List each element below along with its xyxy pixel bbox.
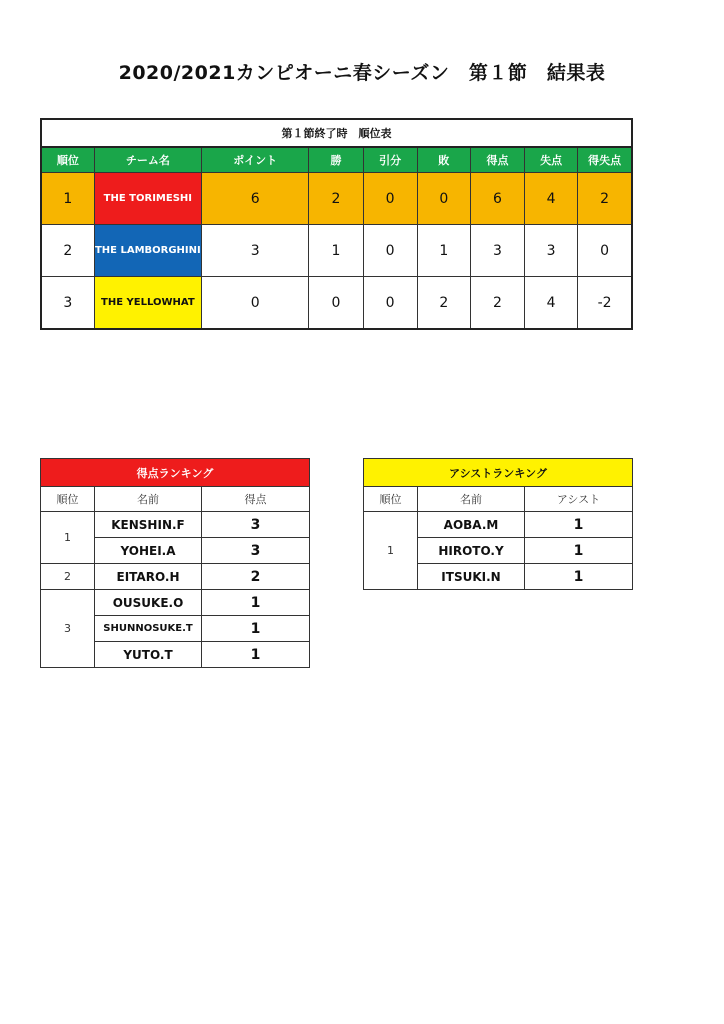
scorers-ranking-title: 得点ランキング: [41, 459, 310, 487]
assists-header-row: [364, 487, 633, 512]
table-row: [41, 225, 632, 277]
losses-cell: 2: [417, 277, 470, 330]
assists-cell: 1: [525, 538, 633, 564]
player-name-cell: AOBA.M: [418, 512, 525, 538]
col-header-goals: 得点: [202, 487, 310, 512]
col-header-wins: 勝: [309, 147, 363, 173]
table-row: [364, 512, 633, 538]
goal-diff-cell: 0: [578, 225, 632, 277]
col-header-losses: 敗: [417, 147, 470, 173]
points-cell: 3: [202, 225, 309, 277]
wins-cell: 2: [309, 173, 363, 225]
draws-cell: 0: [363, 277, 417, 330]
col-header-draws: 引分: [363, 147, 417, 173]
losses-cell: 0: [417, 173, 470, 225]
goals-cell: 2: [202, 564, 310, 590]
col-header-rank: 順位: [41, 487, 95, 512]
standings-table: [40, 118, 633, 330]
player-name-cell: HIROTO.Y: [418, 538, 525, 564]
goals-cell: 1: [202, 616, 310, 642]
goals-cell: 1: [202, 590, 310, 616]
page-title: 2020/2021カンピオーニ春シーズン 第１節 結果表: [118, 62, 606, 84]
rank-cell: 3: [41, 590, 95, 668]
losses-cell: 1: [417, 225, 470, 277]
col-header-goal-diff: 得失点: [578, 147, 632, 173]
rank-cell: 2: [41, 564, 95, 590]
rank-cell: 1: [364, 512, 418, 590]
team-name-cell: THE LAMBORGHINI: [94, 225, 201, 277]
assists-ranking-table: [363, 458, 633, 590]
goals-cell: 3: [202, 538, 310, 564]
goals-against-cell: 4: [525, 277, 578, 330]
draws-cell: 0: [363, 225, 417, 277]
player-name-cell: EITARO.H: [95, 564, 202, 590]
goals-against-cell: 4: [525, 173, 578, 225]
team-name-cell: THE YELLOWHAT: [94, 277, 201, 330]
goals-for-cell: 3: [470, 225, 524, 277]
rank-cell: 1: [41, 173, 94, 225]
goal-diff-cell: -2: [578, 277, 632, 330]
col-header-goals-for: 得点: [470, 147, 524, 173]
col-header-points: ポイント: [202, 147, 309, 173]
goals-for-cell: 6: [470, 173, 524, 225]
col-header-team: チーム名: [94, 147, 201, 173]
rank-cell: 1: [41, 512, 95, 564]
col-header-rank: 順位: [41, 147, 94, 173]
team-name-cell: THE TORIMESHI: [94, 173, 201, 225]
player-name-cell: OUSUKE.O: [95, 590, 202, 616]
table-row: [41, 512, 310, 538]
player-name-cell: ITSUKI.N: [418, 564, 525, 590]
player-name-cell: KENSHIN.F: [95, 512, 202, 538]
col-header-name: 名前: [95, 487, 202, 512]
standings-header-row: [41, 147, 632, 173]
assists-cell: 1: [525, 512, 633, 538]
goals-cell: 3: [202, 512, 310, 538]
col-header-goals-against: 失点: [525, 147, 578, 173]
table-row: [41, 564, 310, 590]
goals-cell: 1: [202, 642, 310, 668]
standings-caption: 第１節終了時 順位表: [41, 119, 632, 147]
player-name-cell: YOHEI.A: [95, 538, 202, 564]
goal-diff-cell: 2: [578, 173, 632, 225]
col-header-rank: 順位: [364, 487, 418, 512]
points-cell: 0: [202, 277, 309, 330]
assists-cell: 1: [525, 564, 633, 590]
draws-cell: 0: [363, 173, 417, 225]
scorers-header-row: [41, 487, 310, 512]
scorers-ranking-table: [40, 458, 310, 668]
rank-cell: 2: [41, 225, 94, 277]
wins-cell: 0: [309, 277, 363, 330]
points-cell: 6: [202, 173, 309, 225]
goals-against-cell: 3: [525, 225, 578, 277]
col-header-name: 名前: [418, 487, 525, 512]
table-row: [41, 173, 632, 225]
player-name-cell: SHUNNOSUKE.T: [95, 616, 202, 642]
goals-for-cell: 2: [470, 277, 524, 330]
rank-cell: 3: [41, 277, 94, 330]
assists-ranking-title: アシストランキング: [364, 459, 633, 487]
player-name-cell: YUTO.T: [95, 642, 202, 668]
col-header-assists: アシスト: [525, 487, 633, 512]
table-row: [41, 590, 310, 616]
table-row: [41, 277, 632, 330]
wins-cell: 1: [309, 225, 363, 277]
